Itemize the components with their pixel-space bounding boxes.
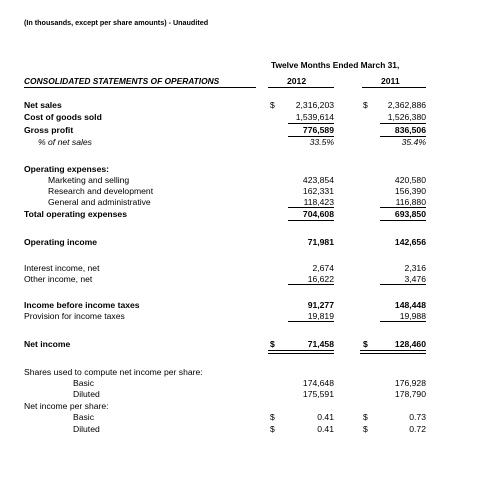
value-2012: 2,316,203 (295, 100, 334, 110)
header-note: (In thousands, except per share amounts) - Unaudited (24, 18, 209, 27)
year-2012-underline (268, 87, 334, 88)
row-label: Gross profit (24, 125, 74, 135)
subtotal-rule (380, 284, 426, 285)
currency-symbol: $ (363, 339, 368, 349)
row-label: Income before income taxes (24, 300, 140, 310)
value-2012: 118,423 (303, 197, 334, 207)
row-label: Net income (24, 339, 71, 349)
currency-symbol: $ (270, 412, 275, 422)
value-2012: 776,589 (302, 125, 334, 135)
row-label: Marketing and selling (48, 175, 130, 185)
value-2012: 0.41 (317, 424, 334, 434)
value-2012: 423,854 (302, 175, 334, 185)
currency-symbol: $ (270, 339, 275, 349)
value-2011: 128,460 (394, 339, 426, 349)
value-2011: 176,928 (394, 378, 426, 388)
currency-symbol: $ (270, 424, 275, 434)
subtotal-rule (288, 220, 334, 221)
row-label: Operating income (24, 237, 98, 247)
currency-symbol: $ (363, 412, 368, 422)
subtotal-rule (380, 321, 426, 322)
section-header: Net income per share: (24, 401, 109, 411)
value-2012: 71,458 (307, 339, 334, 349)
value-2011: 836,506 (394, 125, 426, 135)
value-2011: 116,880 (395, 197, 426, 207)
total-double-rule (268, 350, 334, 354)
row-label: Net sales (24, 100, 62, 110)
value-2012: 91,277 (307, 300, 334, 310)
row-label: Provision for income taxes (24, 311, 125, 321)
section-header: Operating expenses: (24, 164, 110, 174)
currency-symbol: $ (363, 424, 368, 434)
subtotal-rule (288, 284, 334, 285)
row-label: General and administrative (48, 197, 151, 207)
value-2011: 693,850 (394, 209, 426, 219)
subtotal-rule (288, 207, 334, 208)
value-2011: 3,476 (404, 274, 426, 284)
subtotal-rule (380, 123, 426, 124)
period-header: Twelve Months Ended March 31, (271, 60, 400, 70)
value-2011: 156,390 (394, 186, 426, 196)
value-2012: 71,981 (307, 237, 334, 247)
value-2012: 16,622 (307, 274, 334, 284)
value-2012: 19,819 (307, 311, 334, 321)
year-2011-underline (362, 87, 426, 88)
row-label: Research and development (48, 186, 154, 196)
total-double-rule (360, 350, 426, 354)
value-2012: 0.41 (317, 412, 334, 422)
row-label: Total operating expenses (24, 209, 127, 219)
value-2011: 2,316 (404, 263, 426, 273)
year-2012-header: 2012 (287, 76, 307, 86)
currency-symbol: $ (363, 100, 368, 110)
subtotal-rule (288, 123, 334, 124)
value-2012: 174,648 (302, 378, 334, 388)
value-2012: 162,331 (302, 186, 334, 196)
row-label: Cost of goods sold (24, 112, 102, 122)
row-label: Basic (73, 412, 95, 422)
value-2011: 142,656 (394, 237, 426, 247)
value-2011: 0.73 (409, 412, 426, 422)
value-2012: 704,608 (302, 209, 334, 219)
row-label: Interest income, net (24, 263, 100, 273)
table-title: CONSOLIDATED STATEMENTS OF OPERATIONS (24, 76, 220, 86)
value-2011: 420,580 (394, 175, 426, 185)
value-2011: 2,362,886 (387, 100, 426, 110)
row-label: Diluted (73, 389, 100, 399)
value-2012: 2,674 (312, 263, 334, 273)
value-2011: 19,988 (399, 311, 426, 321)
year-2011-header: 2011 (381, 76, 400, 86)
currency-symbol: $ (270, 100, 275, 110)
section-header: Shares used to compute net income per share: (24, 367, 203, 377)
title-underline (24, 87, 256, 88)
subtotal-rule (380, 220, 426, 221)
value-2011: 35.4% (401, 137, 426, 147)
subtotal-rule (288, 321, 334, 322)
value-2012: 1,539,614 (295, 112, 334, 122)
value-2011: 178,790 (394, 389, 426, 399)
row-label: Diluted (73, 424, 100, 434)
row-label: Basic (73, 378, 95, 388)
subtotal-rule (380, 207, 426, 208)
row-label: Other income, net (24, 274, 93, 284)
value-2011: 148,448 (394, 300, 426, 310)
value-2012: 33.5% (309, 137, 334, 147)
value-2012: 175,591 (302, 389, 334, 399)
value-2011: 1,526,380 (387, 112, 426, 122)
value-2011: 0.72 (409, 424, 426, 434)
row-label: % of net sales (38, 137, 92, 147)
